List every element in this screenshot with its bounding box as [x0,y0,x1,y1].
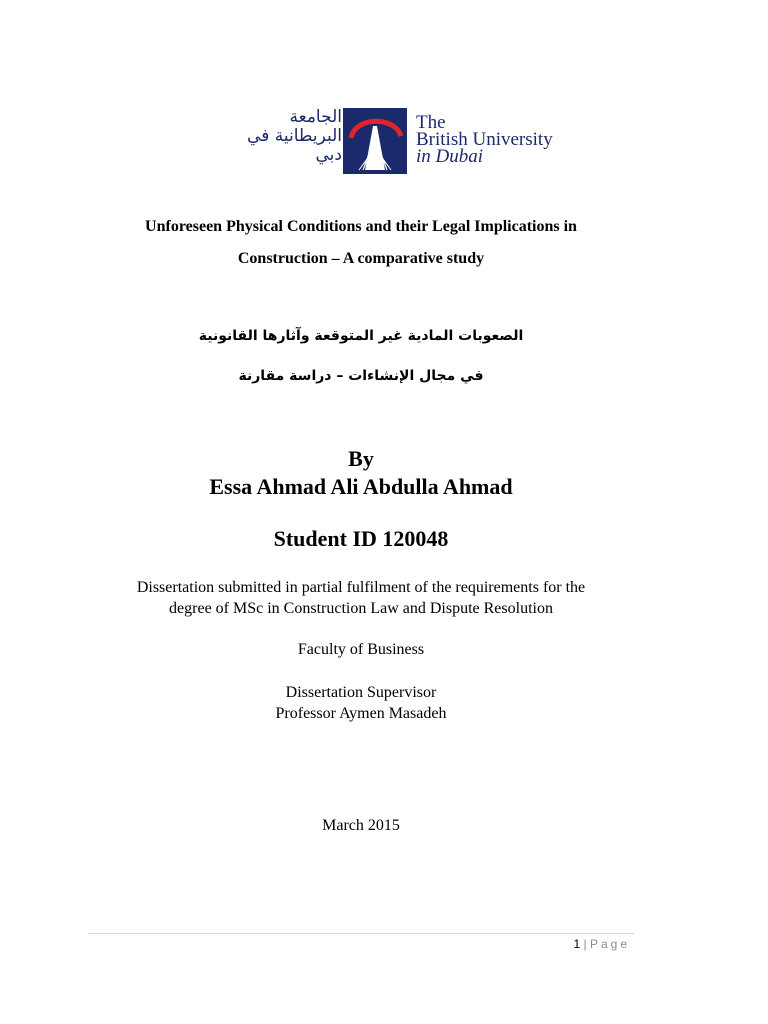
faculty: Faculty of Business [297,641,425,658]
page-number-label: Page [589,937,630,951]
page-number [573,937,630,951]
logo-english-text [416,114,553,165]
logo-english-line-2: British University [416,129,553,150]
logo-arabic-line-3: دبي [315,145,342,165]
by-label: By [348,446,374,471]
title-line-1: Unforeseen Physical Conditions and their Legal Implications in [145,218,577,235]
page-number-separator: | [583,937,587,951]
arabic-title-line-2: في مجال الإنشاءات – دراسة مقارنة [238,368,484,384]
arabic-title-line-1: الصعوبات المادية غير المتوقعة وآثارها القانونية [198,328,524,344]
student-id: Student ID 120048 [273,526,449,551]
logo-english-line-1: The [416,112,446,133]
author-name: Essa Ahmad Ali Abdulla Ahmad [209,474,513,499]
submission-date: March 2015 [322,817,400,834]
supervisor-name: Professor Aymen Masadeh [275,705,447,722]
logo-arabic-text [192,108,342,172]
university-emblem-icon [343,108,407,174]
supervisor-label: Dissertation Supervisor [285,684,437,701]
page-number-value: 1 [573,937,581,951]
footer-divider [88,933,634,934]
logo-arabic-line-1: الجامعة [289,107,342,127]
dissertation-line-2: degree of MSc in Construction Law and Dispute Resolution [169,600,553,617]
logo-arabic-line-2: البريطانية في [247,126,342,146]
university-logo [192,104,572,176]
dissertation-line-1: Dissertation submitted in partial fulfilment of the requirements for the [136,579,586,596]
title-line-2: Construction – A comparative study [237,250,485,267]
logo-english-line-3: in Dubai [416,146,484,167]
